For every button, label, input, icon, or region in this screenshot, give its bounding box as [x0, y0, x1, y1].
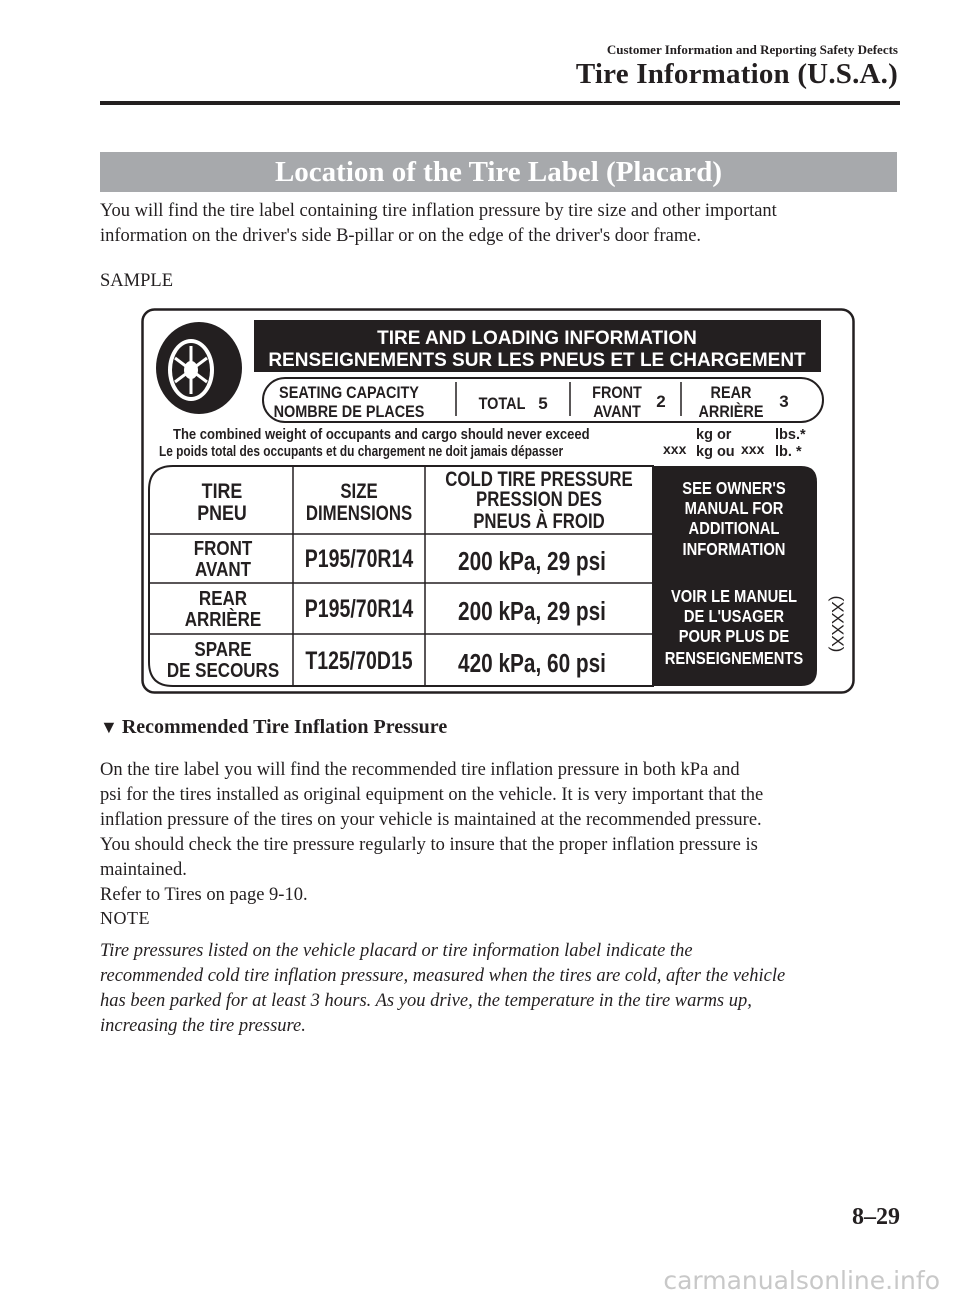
- triangle-bullet-icon: ▼: [100, 717, 118, 737]
- tire-icon: [156, 322, 242, 414]
- row-spare-pressure: 420 kPa, 60 psi: [458, 648, 606, 678]
- body-line: inflation pressure of the tires on your vehicle is maintained at the recommended pressure.: [100, 810, 762, 830]
- running-header-title: Tire Information (U.S.A.): [575, 58, 898, 90]
- intro-line: information on the driver's side B-pillar or on the edge of the driver's door frame.: [100, 226, 702, 246]
- lb-fr: lb. *: [775, 444, 802, 460]
- running-header-section: Customer Information and Reporting Safety Defects: [606, 42, 898, 57]
- info-voir-3: POUR PLUS DE: [678, 626, 790, 647]
- info-see-1: SEE OWNER'S: [682, 478, 786, 499]
- row-spare-size: T125/70D15: [305, 646, 413, 675]
- note-line: Tire pressures listed on the vehicle placard or tire information label indicate the: [100, 941, 693, 961]
- row-front-size: P195/70R14: [304, 544, 414, 573]
- header-rule: [100, 101, 900, 105]
- rear-seats-value: 3: [779, 392, 789, 411]
- body-line: maintained.: [100, 860, 187, 880]
- row-front-name-en: FRONT: [193, 536, 253, 560]
- body-line: Refer to Tires on page 9-10.: [100, 885, 308, 905]
- note-heading: NOTE: [100, 908, 150, 928]
- row-spare-name-fr: DE SECOURS: [166, 658, 280, 682]
- intro-paragraph: [100, 199, 900, 249]
- info-voir-2: DE L'USAGER: [683, 606, 785, 627]
- sample-label: SAMPLE: [100, 271, 173, 291]
- row-front-name-fr: AVANT: [195, 557, 251, 581]
- front-seats-en: FRONT: [592, 383, 642, 403]
- row-spare-name-en: SPARE: [194, 637, 252, 661]
- info-see-2: MANUAL FOR: [684, 498, 784, 519]
- weight-statement-fr: Le poids total des occupants et du chargement ne doit jamais dépasser: [159, 442, 564, 460]
- col-tire-en: TIRE: [201, 479, 243, 504]
- row-rear-size: P195/70R14: [304, 594, 414, 623]
- body-line: psi for the tires installed as original equipment on the vehicle. It is very important that the: [100, 785, 764, 805]
- row-rear-pressure: 200 kPa, 29 psi: [458, 596, 606, 626]
- placard-title-en: TIRE AND LOADING INFORMATION: [377, 328, 697, 349]
- placard-title-fr: RENSEIGNEMENTS SUR LES PNEUS ET LE CHARGEMENT: [268, 350, 806, 371]
- kg-ou-fr: kg ou: [696, 444, 735, 460]
- row-rear-name-en: REAR: [198, 586, 248, 610]
- info-voir-1: VOIR LE MANUEL: [670, 586, 798, 607]
- subheading: [100, 716, 447, 739]
- info-see-3: ADDITIONAL: [688, 518, 780, 539]
- weight-lbs-placeholder: xxx: [741, 441, 765, 457]
- tire-placard-svg: [141, 308, 855, 694]
- placard-code: (XXXX): [828, 595, 847, 653]
- col-size-fr: DIMENSIONS: [305, 502, 413, 526]
- row-front-pressure: 200 kPa, 29 psi: [458, 546, 606, 576]
- col-pressure-line1: COLD TIRE PRESSURE: [445, 468, 633, 492]
- body-paragraph: [100, 758, 900, 908]
- body-line: You should check the tire pressure regularly to insure that the proper inflation pressure is: [100, 835, 758, 855]
- weight-kg-placeholder: xxx: [663, 441, 687, 457]
- total-label: TOTAL: [478, 394, 526, 414]
- col-size-en: SIZE: [340, 480, 378, 504]
- note-line: recommended cold tire inflation pressure, measured when the tires are cold, after the vehicle: [100, 966, 786, 986]
- seating-capacity-fr: NOMBRE DE PLACES: [273, 402, 425, 422]
- note-line: has been parked for at least 3 hours. As you drive, the temperature in the tire warms up,: [100, 991, 752, 1011]
- tire-placard: [141, 308, 855, 694]
- rear-seats-fr: ARRIÈRE: [698, 402, 764, 422]
- note-paragraph: [100, 939, 900, 1039]
- intro-line: You will find the tire label containing tire inflation pressure by tire size and other important: [100, 201, 777, 221]
- kg-or-en: kg or: [696, 427, 732, 443]
- subheading-text: Recommended Tire Inflation Pressure: [121, 716, 448, 738]
- row-rear-name-fr: ARRIÈRE: [184, 607, 262, 631]
- weight-statement-en: The combined weight of occupants and cargo should never exceed: [173, 426, 590, 443]
- body-line: On the tire label you will find the recommended tire inflation pressure in both kPa and: [100, 760, 740, 780]
- seating-capacity-en: SEATING CAPACITY: [279, 383, 419, 403]
- info-see-4: INFORMATION: [682, 539, 786, 560]
- front-seats-fr: AVANT: [593, 402, 641, 422]
- section-title-band: Location of the Tire Label (Placard): [100, 152, 897, 192]
- rear-seats-en: REAR: [710, 383, 752, 403]
- info-voir-4: RENSEIGNEMENTS: [664, 648, 804, 669]
- note-line: increasing the tire pressure.: [100, 1016, 306, 1036]
- col-tire-fr: PNEU: [197, 501, 247, 526]
- lbs-en: lbs.*: [775, 427, 806, 443]
- front-seats-value: 2: [656, 392, 666, 411]
- total-value: 5: [538, 394, 548, 413]
- watermark[interactable]: carmanualsonline.info: [663, 1266, 940, 1295]
- col-pressure-line3: PNEUS À FROID: [473, 510, 605, 534]
- page-number: 8–29: [852, 1204, 900, 1230]
- col-pressure-line2: PRESSION DES: [476, 488, 602, 512]
